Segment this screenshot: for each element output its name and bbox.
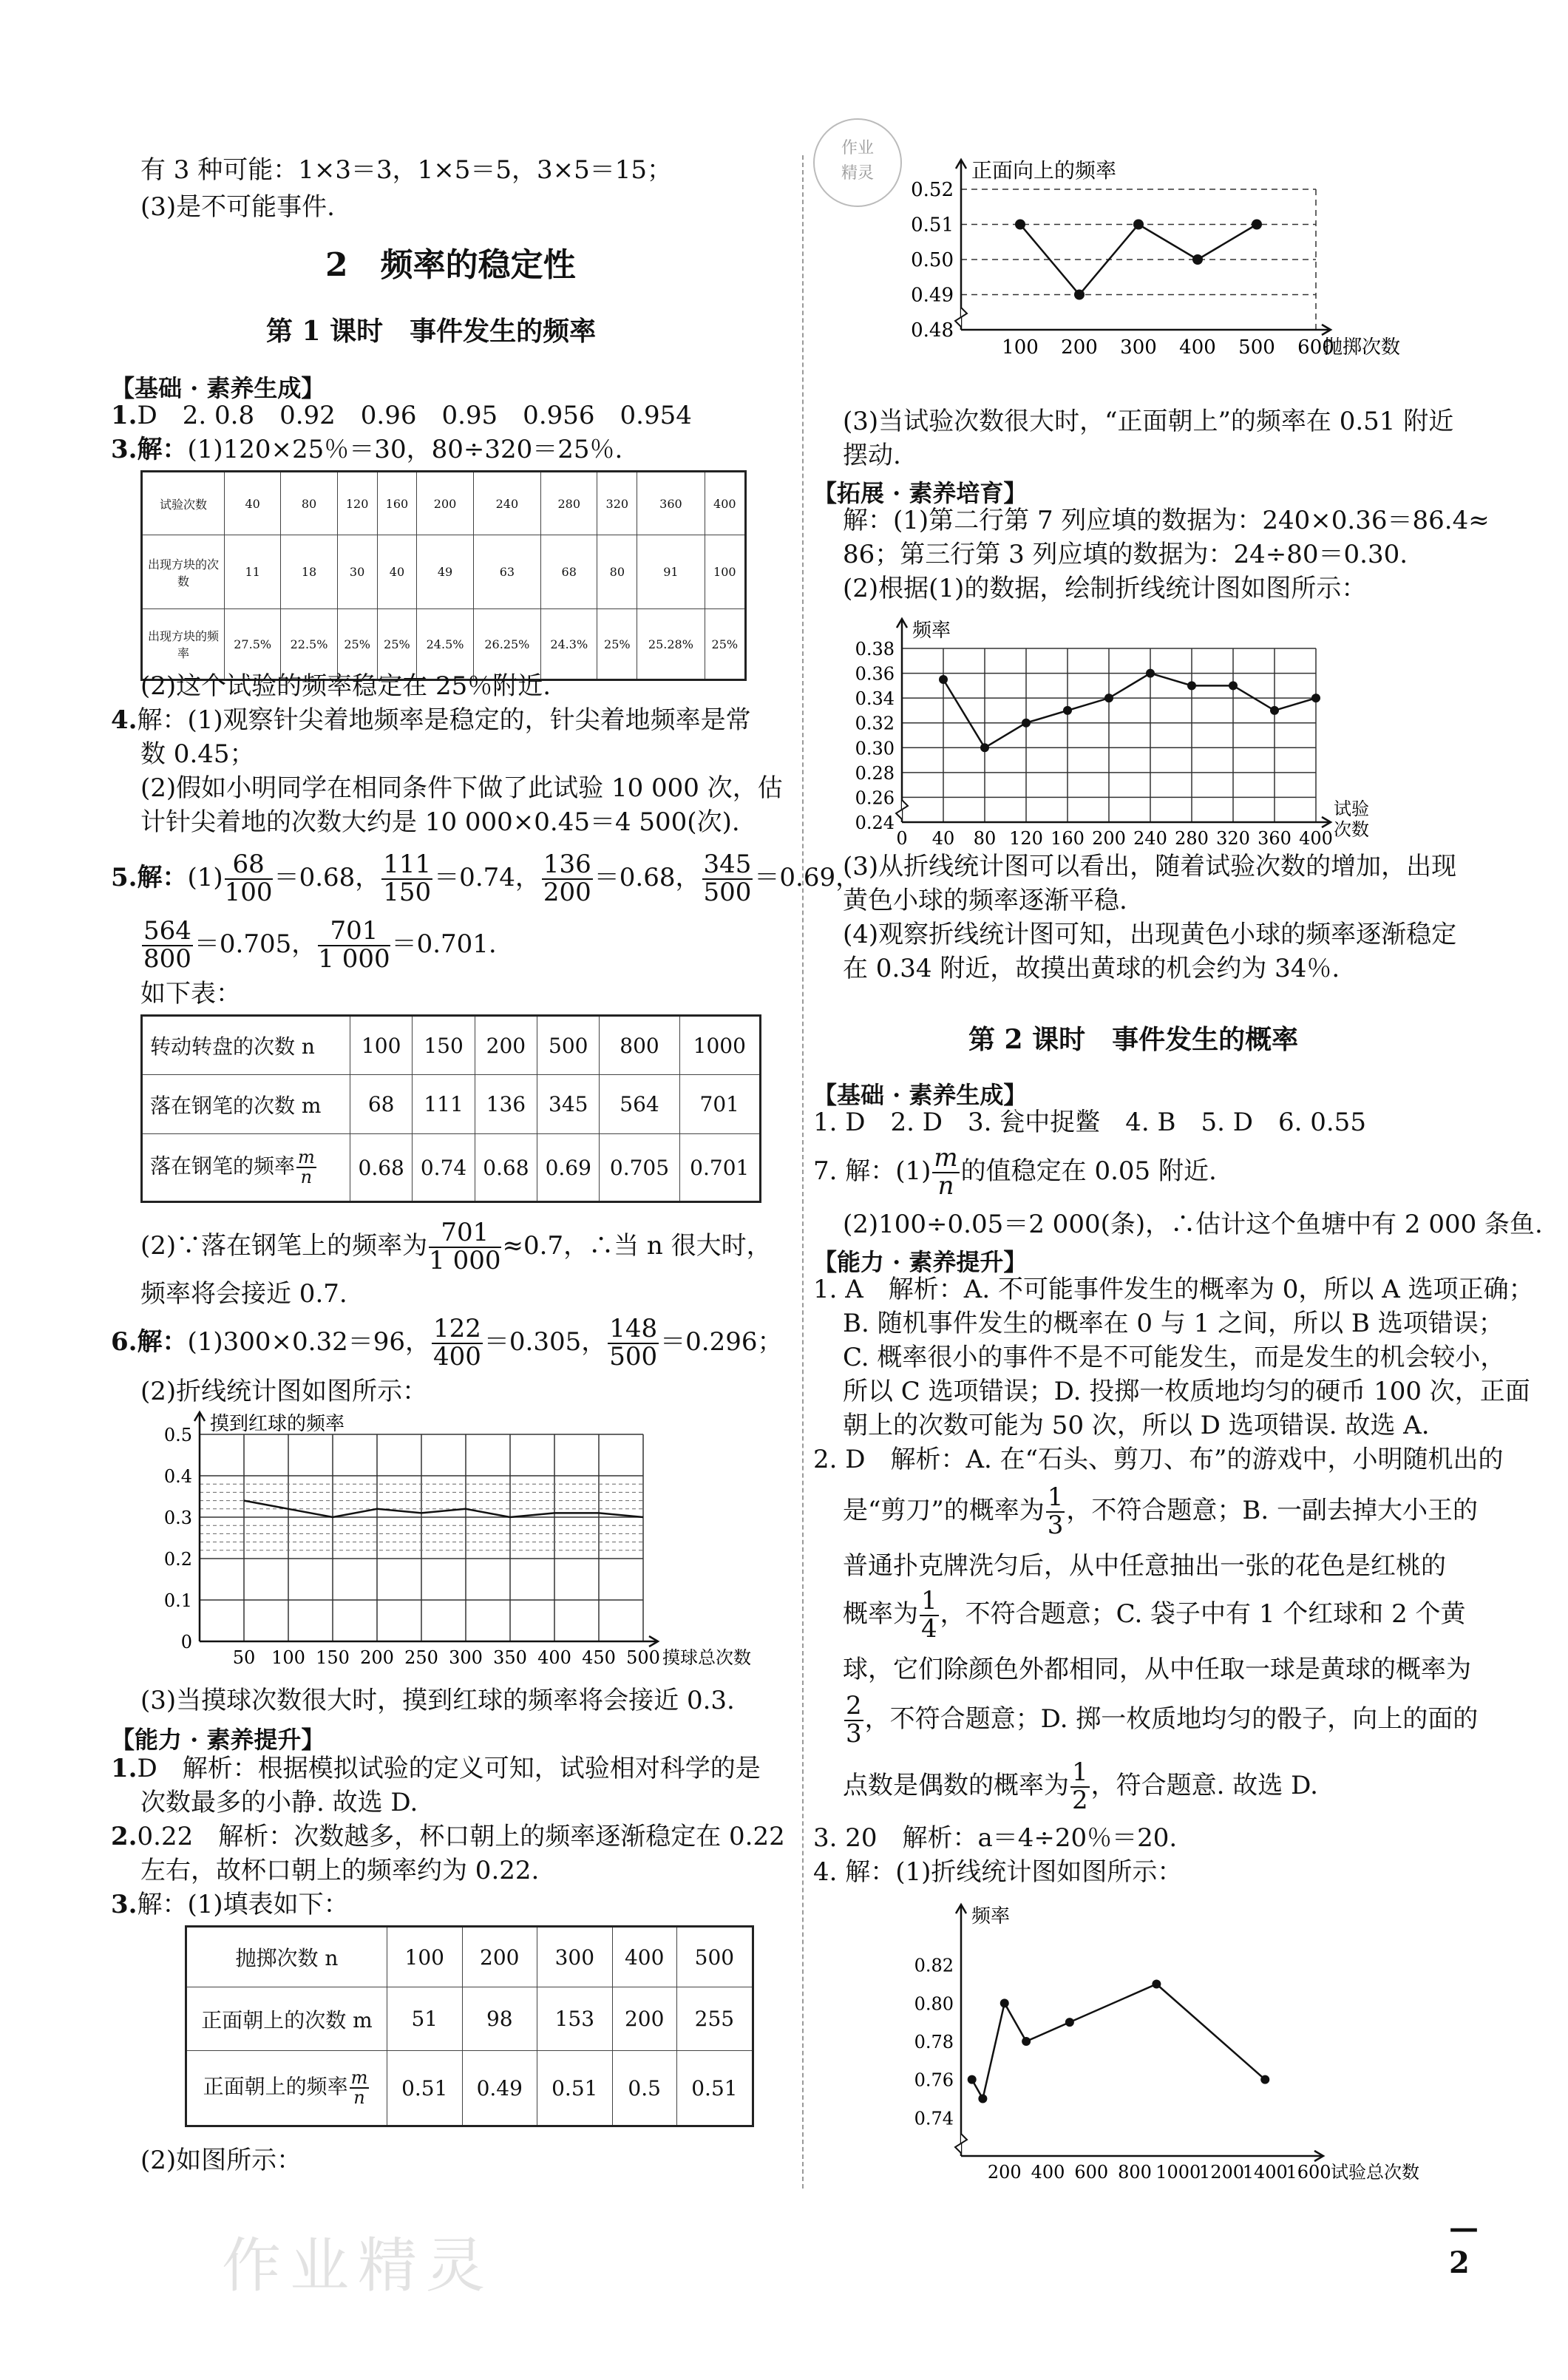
text-line: (2)这个试验的频率稳定在 25％附近. [140, 671, 551, 701]
table-cell: 25% [597, 609, 637, 680]
table-cell: 0.5 [612, 2051, 676, 2126]
data-point [1065, 2018, 1074, 2027]
text-line: 如下表： [140, 979, 241, 1008]
x-tick-label: 450 [582, 1647, 616, 1668]
table-cell: 25% [377, 609, 417, 680]
table-cell: 1000 [679, 1016, 760, 1075]
table-cell: 300 [537, 1927, 613, 1987]
text-line: (2)折线统计图如图所示： [140, 1377, 428, 1406]
fraction: $\frac{1}{3}$ [1047, 1482, 1064, 1540]
table-cell: 150 [413, 1016, 475, 1075]
table-header: 转动转盘的次数 n [142, 1016, 350, 1075]
table-cell: 320 [597, 472, 637, 535]
answer-text: ，不符合题意；B. 一副去掉大小王的 [1066, 1496, 1479, 1525]
x-axis-label: 试验 [1334, 799, 1369, 819]
table-cell: 136 [475, 1075, 537, 1134]
table-cell: 26.25% [473, 609, 540, 680]
table-cell: 63 [473, 535, 540, 609]
answer-text: 0.22 解析：次数越多，杯口朝上的频率逐渐稳定在 0.22 [137, 1822, 785, 1851]
y-tick-label: 0.50 [911, 249, 954, 271]
fraction: $\frac{1}{4}$ [921, 1586, 937, 1644]
answer-text: 点数是偶数的概率为 [843, 1771, 1069, 1800]
table-cell: 49 [417, 535, 473, 609]
x-tick-label: 200 [1092, 828, 1126, 849]
table-header: 落在钢笔的频率 $\frac{m}{n}$ [142, 1134, 350, 1202]
table-cell: 500 [676, 1927, 753, 1987]
series-line [244, 1501, 643, 1517]
answer-text: ＝0.68， [594, 863, 701, 892]
y-tick-label: 0.5 [163, 1425, 192, 1445]
table-cell: 24.5% [417, 609, 473, 680]
x-tick-label: 200 [1061, 336, 1098, 359]
x-tick-label: 250 [404, 1647, 438, 1668]
text-line: 所以 C 选项错误；D. 投掷一枚质地均匀的硬币 100 次，正面 [843, 1377, 1530, 1406]
fraction: $\frac{68}{100}$ [224, 850, 273, 907]
fraction: $\frac{136}{200}$ [543, 850, 591, 907]
answer-text: ＝0.296； [660, 1327, 783, 1357]
y-tick-label: 0.30 [855, 738, 895, 759]
y-tick-label: 0.52 [911, 179, 954, 201]
data-point [1074, 290, 1085, 300]
data-point [1229, 681, 1238, 690]
table-cell: 0.49 [462, 2051, 537, 2126]
x-tick-label: 100 [1002, 336, 1039, 359]
series-line [972, 1984, 1266, 2099]
table-cell: 25.28% [637, 609, 705, 680]
text-line: 左右，故杯口朝上的频率约为 0.22. [140, 1856, 540, 1885]
answer-text: ≈0.7，∴当 n 很大时， [502, 1231, 772, 1261]
x-tick-label: 200 [360, 1647, 394, 1668]
answer-text: (1)120×25％＝30，80÷320＝25％. [187, 435, 623, 464]
table-header: 试验次数 [142, 472, 225, 535]
x-axis-label: 抛掷次数 [1323, 336, 1401, 359]
y-axis-label: 频率 [971, 1905, 1011, 1928]
table-cell: 800 [600, 1016, 679, 1075]
table-cell: 100 [705, 535, 745, 609]
table-cell: 24.3% [541, 609, 597, 680]
x-axis-label: 试验总次数 [1331, 2162, 1419, 2183]
y-tick-label: 0.1 [163, 1590, 192, 1611]
text-line: (3)当摸球次数很大时，摸到红球的频率将会接近 0.3. [140, 1686, 735, 1715]
y-tick-label: 0.34 [855, 688, 895, 710]
x-tick-label: 500 [626, 1647, 660, 1668]
text-line: 解：(1)第二行第 7 列应填的数据为：240×0.36＝86.4≈ [843, 506, 1490, 535]
data-point [1146, 669, 1155, 678]
answer-text: 概率为 [843, 1599, 918, 1629]
text-line: 3. 20 解析：a＝4÷20％＝20. [813, 1823, 1178, 1853]
text-line: 1. D 2. D 3. 瓮中捉鳖 4. B 5. D 6. 0.55 [813, 1108, 1366, 1137]
data-point [1311, 694, 1320, 702]
table-pen-frequency [140, 1014, 761, 1203]
x-tick-label: 360 [1258, 828, 1292, 849]
y-tick-label: 0.26 [855, 787, 895, 809]
data-point [980, 743, 989, 752]
y-tick-label: 0.28 [855, 762, 895, 784]
answer-text: D 解析：根据模拟试验的定义可知，试验相对科学的是 [137, 1754, 761, 1783]
x-tick-label: 200 [987, 2162, 1022, 2183]
y-tick-label: 0 [180, 1632, 192, 1652]
table-cell: 40 [225, 472, 281, 535]
text-line: (2)如图所示： [140, 2146, 302, 2175]
table-cell: 200 [417, 472, 473, 535]
text-line: (2)根据(1)的数据，绘制折线统计图如图所示： [843, 574, 1367, 603]
fraction: $\frac{122}{400}$ [433, 1314, 481, 1372]
text-line: 86；第三行第 3 列应填的数据为：24÷80＝0.30. [843, 540, 1408, 569]
y-tick-label: 0.49 [911, 284, 954, 307]
y-tick-label: 0.82 [914, 1955, 954, 1976]
table-cell: 500 [537, 1016, 600, 1075]
y-tick-label: 0.38 [855, 639, 895, 660]
table-cell: 40 [377, 535, 417, 609]
x-tick-label: 400 [1299, 828, 1333, 849]
x-tick-label: 0 [896, 828, 908, 849]
y-tick-label: 0.2 [163, 1549, 192, 1570]
question-number: 1. [111, 1754, 138, 1783]
table-header: 出现方块的次数 [142, 535, 225, 609]
text-line: 计针尖着地的次数大约是 10 000×0.45＝4 500(次). [140, 807, 740, 837]
x-tick-label: 160 [1051, 828, 1085, 849]
y-tick-label: 0.76 [914, 2069, 954, 2091]
watermark: 作业精灵 [222, 2231, 494, 2300]
question-number: 3. [111, 435, 138, 464]
lesson-title: 第 1 课时 事件发生的频率 [266, 316, 597, 347]
table-cell: 100 [350, 1016, 413, 1075]
page-number: —2 [1449, 2211, 1479, 2280]
x-tick-label: 40 [931, 828, 955, 849]
text-line: (2)假如小明同学在相同条件下做了此试验 10 000 次，估 [140, 773, 783, 803]
table-cell: 0.68 [475, 1134, 537, 1202]
data-point [978, 2095, 987, 2103]
section-heading: 【拓展 · 素养培育】 [813, 479, 1028, 507]
table-cell: 0.701 [679, 1134, 760, 1202]
table-header: 出现方块的频率 [142, 609, 225, 680]
table-cell: 400 [612, 1927, 676, 1987]
column-divider [802, 155, 804, 2189]
table-cell: 25% [337, 609, 377, 680]
text-line: 频率将会接近 0.7. [140, 1279, 347, 1309]
y-tick-label: 0.74 [914, 2108, 954, 2129]
axis-break [955, 2134, 967, 2153]
answer-text: D 2. 0.8 0.92 0.96 0.95 0.956 0.954 [137, 401, 692, 430]
fraction: $\frac{701}{1 000}$ [318, 916, 390, 974]
y-axis-label: 正面向上的频率 [971, 158, 1117, 183]
answer-text: ，不符合题意；D. 掷一枚质地均匀的骰子，向上的面的 [864, 1704, 1479, 1734]
table-header: 落在钢笔的次数 m [142, 1075, 350, 1134]
answer-text: ，不符合题意；C. 袋子中有 1 个红球和 2 个黄 [940, 1599, 1466, 1629]
table-cell: 25% [705, 609, 745, 680]
x-tick-label: 600 [1074, 2162, 1109, 2183]
text-line: 黄色小球的频率逐渐平稳. [843, 886, 1127, 915]
fraction: $\frac{m}{n}$ [298, 1146, 315, 1187]
answer-text: ＝0.68， [274, 863, 381, 892]
text-line: (3)是不可能事件. [140, 192, 335, 222]
fraction: $\frac{2}{3}$ [846, 1691, 862, 1749]
table-cell: 0.68 [350, 1134, 413, 1202]
x-tick-label: 240 [1133, 828, 1167, 849]
section-heading: 【能力 · 素养提升】 [111, 1726, 325, 1754]
table-cell: 0.51 [537, 2051, 613, 2126]
answer-text: 7. 解：(1) [813, 1156, 931, 1186]
text-line: (2)100÷0.05＝2 000(条)，∴估计这个鱼塘中有 2 000 条鱼. [843, 1210, 1543, 1239]
table-cell: 345 [537, 1075, 600, 1134]
data-point [1192, 254, 1203, 265]
table-header: 抛掷次数 n [186, 1927, 387, 1987]
text-line: 球，它们除颜色外都相同，从中任取一球是黄球的概率为 [843, 1655, 1471, 1684]
table-cell: 153 [537, 1987, 613, 2051]
data-point [1022, 719, 1031, 728]
table-cell: 0.51 [387, 2051, 463, 2126]
table-cell: 91 [637, 535, 705, 609]
text-line: (4)观察折线统计图可知，出现黄色小球的频率逐渐稳定 [843, 920, 1457, 949]
answer-text: (2)∵落在钢笔上的频率为 [140, 1231, 428, 1261]
question-number: 2. [111, 1822, 138, 1851]
table-card-frequency [140, 470, 747, 681]
table-cell: 30 [337, 535, 377, 609]
x-axis-label: 摸球总次数 [662, 1647, 751, 1668]
y-tick-label: 0.48 [911, 319, 954, 342]
answer-text: 的值稳定在 0.05 附近. [960, 1156, 1217, 1186]
answer-text: (1)300×0.32＝96， [187, 1327, 431, 1357]
x-tick-label: 320 [1216, 828, 1250, 849]
data-point [1000, 1998, 1009, 2007]
y-tick-label: 0.24 [855, 813, 895, 833]
fraction: $\frac{701}{1 000}$ [429, 1218, 501, 1275]
text-line: 1. A 解析：A. 不可能事件发生的概率为 0，所以 A 选项正确； [813, 1275, 1534, 1304]
table-cell: 120 [337, 472, 377, 535]
answer-text: 是“剪刀”的概率为 [843, 1496, 1045, 1525]
data-point [1133, 220, 1144, 230]
table-cell: 51 [387, 1987, 463, 2051]
text-line: (3)当试验次数很大时，“正面朝上”的频率在 0.51 附近 [843, 407, 1454, 436]
table-cell: 400 [705, 472, 745, 535]
fraction: $\frac{m}{n}$ [934, 1143, 958, 1201]
data-point [1187, 681, 1196, 690]
x-tick-label: 1000 [1155, 2162, 1201, 2183]
section-heading: 【基础 · 素养生成】 [813, 1081, 1028, 1109]
y-tick-label: 0.80 [914, 1993, 954, 2015]
x-axis-label: 次数 [1334, 819, 1369, 840]
data-point [1270, 706, 1279, 715]
table-cell: 200 [475, 1016, 537, 1075]
lesson-title: 第 2 课时 事件发生的概率 [968, 1024, 1299, 1055]
answer-text: ＝0.701. [391, 929, 497, 959]
fraction: $\frac{111}{150}$ [383, 850, 432, 907]
text-line: (3)从折线统计图可以看出，随着试验次数的增加，出现 [843, 852, 1457, 881]
table-cell: 80 [281, 472, 337, 535]
data-point [1152, 1980, 1161, 1989]
jie-label: 解： [137, 1327, 188, 1357]
table-cell: 22.5% [281, 609, 337, 680]
jie-label: 解： [137, 435, 188, 464]
table-cell: 0.51 [676, 2051, 753, 2126]
answer-text: 解：(1)观察针尖着地频率是稳定的，针尖着地频率是常 [137, 705, 751, 735]
question-number: 6. [111, 1327, 138, 1357]
table-cell: 27.5% [225, 609, 281, 680]
jie-label: 解： [137, 863, 188, 892]
y-tick-label: 0.78 [914, 2032, 954, 2052]
fraction: $\frac{148}{500}$ [609, 1314, 658, 1372]
section-heading: 【基础 · 素养生成】 [111, 374, 325, 402]
table-header: 正面朝上的频率 $\frac{m}{n}$ [186, 2051, 387, 2126]
x-tick-label: 50 [232, 1647, 256, 1668]
table-cell: 100 [387, 1927, 463, 1987]
x-tick-label: 1200 [1198, 2162, 1245, 2183]
data-point [1063, 706, 1072, 715]
x-tick-label: 280 [1175, 828, 1209, 849]
x-tick-label: 120 [1009, 828, 1043, 849]
question-number: 5. [111, 863, 138, 892]
text-line: 数 0.45； [140, 739, 255, 769]
table-cell: 200 [462, 1927, 537, 1987]
data-point [1260, 2075, 1269, 2084]
text-line: 摆动. [843, 441, 901, 470]
table-cell: 0.69 [537, 1134, 600, 1202]
answer-text: ＝0.305， [483, 1327, 607, 1357]
x-tick-label: 300 [1120, 336, 1157, 359]
data-point [968, 2075, 977, 2084]
text-line: 普通扑克牌洗匀后，从中任意抽出一张的花色是红桃的 [843, 1551, 1446, 1581]
axis-break [896, 800, 908, 819]
x-tick-label: 400 [1179, 336, 1216, 359]
fraction: $\frac{1}{2}$ [1072, 1757, 1088, 1815]
x-tick-label: 1400 [1242, 2162, 1288, 2183]
chart-yellow-ball [855, 600, 1464, 849]
data-point [939, 675, 948, 684]
x-tick-label: 150 [316, 1647, 350, 1668]
chart-trials [914, 1882, 1464, 2200]
section-title: 2 频率的稳定性 [325, 246, 576, 284]
table-cell: 0.705 [600, 1134, 679, 1202]
table-cell: 18 [281, 535, 337, 609]
x-tick-label: 600 [1297, 336, 1334, 359]
table-cell: 98 [462, 1987, 537, 2051]
y-tick-label: 0.3 [163, 1508, 192, 1528]
table-cell: 11 [225, 535, 281, 609]
table-cell: 0.74 [413, 1134, 475, 1202]
table-cell: 360 [637, 472, 705, 535]
table-cell: 280 [541, 472, 597, 535]
text-line: 2. D 解析：A. 在“石头、剪刀、布”的游戏中，小明随机出的 [813, 1445, 1504, 1474]
chart-coin [911, 145, 1464, 396]
data-point [1015, 220, 1025, 230]
table-cell: 68 [350, 1075, 413, 1134]
stamp-logo: 作业 精灵 [813, 118, 902, 207]
fraction: $\frac{345}{500}$ [703, 850, 752, 907]
text-line: 朝上的次数可能为 50 次，所以 D 选项错误. 故选 A. [843, 1411, 1430, 1440]
x-tick-label: 500 [1238, 336, 1275, 359]
axis-break [955, 308, 967, 327]
answer-text: ＝0.74， [434, 863, 540, 892]
answer-text: ＝0.69， [754, 863, 861, 892]
fraction: $\frac{564}{800}$ [143, 916, 191, 974]
table-cell: 255 [676, 1987, 753, 2051]
table-coin-frequency [185, 1925, 754, 2127]
text-line: 在 0.34 附近，故摸出黄球的机会约为 34％. [843, 954, 1340, 983]
x-tick-label: 300 [449, 1647, 483, 1668]
data-point [1252, 220, 1262, 230]
x-tick-label: 350 [493, 1647, 527, 1668]
question-number: 4. [111, 705, 138, 735]
text-line: C. 概率很小的事件不是不可能发生，而是发生的机会较小， [843, 1343, 1506, 1372]
text-line: 有 3 种可能：1×3＝3，1×5＝5，3×5＝15； [140, 155, 673, 185]
table-header: 正面朝上的次数 m [186, 1987, 387, 2051]
table-cell: 160 [377, 472, 417, 535]
y-tick-label: 0.36 [855, 663, 895, 685]
text-line: 次数最多的小静. 故选 D. [140, 1788, 418, 1817]
answer-text: ＝0.705， [194, 929, 317, 959]
data-point [1104, 694, 1113, 702]
x-tick-label: 400 [1031, 2162, 1065, 2183]
x-tick-label: 800 [1118, 2162, 1152, 2183]
table-cell: 200 [612, 1987, 676, 2051]
table-cell: 240 [473, 472, 540, 535]
y-tick-label: 0.4 [163, 1466, 192, 1487]
answer-text: (1) [187, 863, 223, 892]
y-tick-label: 0.32 [855, 713, 895, 734]
text-line: B. 随机事件发生的概率在 0 与 1 之间，所以 B 选项错误； [843, 1309, 1504, 1338]
y-axis-label: 频率 [912, 620, 951, 642]
table-cell: 80 [597, 535, 637, 609]
x-tick-label: 1600 [1286, 2162, 1331, 2183]
question-number: 1. [111, 401, 138, 430]
section-heading: 【能力 · 素养提升】 [813, 1248, 1028, 1276]
y-axis-label: 摸到红球的频率 [210, 1413, 345, 1435]
x-tick-label: 80 [973, 828, 997, 849]
answer-text: 解：(1)填表如下： [137, 1890, 349, 1919]
table-cell: 564 [600, 1075, 679, 1134]
text-line: 4. 解：(1)折线统计图如图所示： [813, 1857, 1183, 1887]
x-tick-label: 100 [271, 1647, 305, 1668]
fraction: $\frac{m}{n}$ [350, 2067, 368, 2108]
answer-text: ，符合题意. 故选 D. [1090, 1771, 1318, 1800]
chart-red-ball [140, 1405, 791, 1678]
table-cell: 701 [679, 1075, 760, 1134]
table-cell: 68 [541, 535, 597, 609]
y-tick-label: 0.51 [911, 214, 954, 237]
series-line [943, 674, 1316, 748]
data-point [1022, 2037, 1031, 2046]
x-tick-label: 400 [537, 1647, 571, 1668]
question-number: 3. [111, 1890, 138, 1919]
table-cell: 111 [413, 1075, 475, 1134]
